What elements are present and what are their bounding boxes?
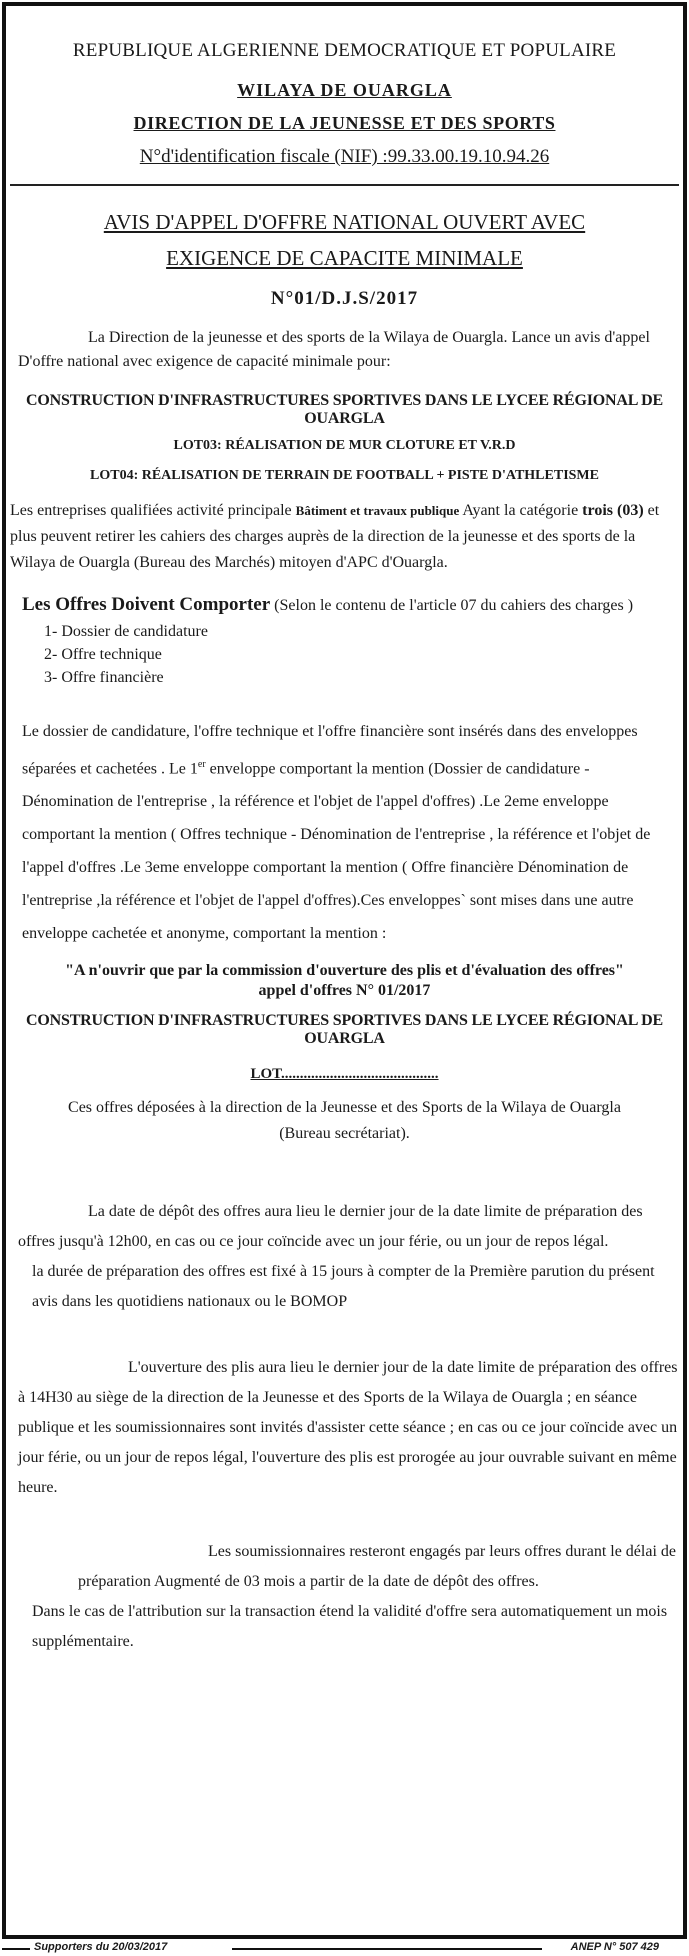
offers-title: Les Offres Doivent Comporter xyxy=(22,594,271,615)
eligibility-text-3: et plus peuvent retirer les cahiers des charges auprès de la direction de la jeunesse et des sports de la Wilaya de Ouargla (Bureau des Marchés) mitoyen d'APC d'Ouargla. xyxy=(10,502,660,571)
envelopes-text-a: Le dossier de candidature, l'offre technique et l'offre financière sont insérés dans des enveloppes séparées et cachetées . Le 1 xyxy=(22,723,638,778)
intro-paragraph: La Direction de la jeunesse et des sports de la Wilaya de Ouargla. Lance un avis d'appel D'offre national avec exigence de capacité minimale pour: xyxy=(18,329,650,370)
offers-note: (Selon le contenu de l'article 07 du cahiers des charges ) xyxy=(270,597,634,614)
mention-lot: LOT.......................................... xyxy=(250,1066,439,1083)
avis-title: AVIS D'APPEL D'OFFRE NATIONAL OUVERT AVEC EXIGENCE DE CAPACITE MINIMALE xyxy=(103,210,586,270)
nif-line: N°d'identification fiscale (NIF) :99.33.00.19.10.94.26 xyxy=(139,146,550,167)
project-title: CONSTRUCTION D'INFRASTRUCTURES SPORTIVES DANS LE LYCEE RÉGIONAL DE OUARGLA xyxy=(26,392,663,427)
envelopes-sup: er xyxy=(197,759,206,770)
validity-paragraph-1: Les soumissionnaires resteront engagés par leurs offres durant le délai de préparation Augmenté de 03 mois a partir de la date de dépôt des offres. xyxy=(78,1543,676,1591)
envelopes-paragraph xyxy=(22,715,679,950)
wilaya-heading: WILAYA DE OUARGLA xyxy=(237,80,452,100)
deposit-paragraph: Ces offres déposées à la direction de la Jeunesse et des Sports de la Wilaya de Ouargla (Bureau secrétariat). xyxy=(68,1099,621,1143)
direction-heading: DIRECTION DE LA JEUNESSE ET DES SPORTS xyxy=(133,113,556,133)
deadline-paragraph-1: La date de dépôt des offres aura lieu le dernier jour de la date limite de préparation des offres jusqu'à 12h00, en cas ou ce jour coïncide avec un jour férie, ou un jour de repos légal. xyxy=(18,1203,643,1251)
eligibility-category: trois (03) xyxy=(582,502,644,519)
lot-03: LOT03: RÉALISATION DE MUR CLOTURE ET V.R.D xyxy=(173,438,516,453)
eligibility-text-1: Les entreprises qualifiées activité principale xyxy=(10,502,296,519)
list-item: 3- Offre financière xyxy=(44,669,164,686)
offers-list xyxy=(44,620,679,689)
footer-anep-number: ANEP N° 507 429 xyxy=(570,1941,659,1953)
eligibility-activity: Bâtiment et travaux publique xyxy=(295,503,460,518)
republic-heading: REPUBLIQUE ALGERIENNE DEMOCRATIQUE ET POPULAIRE xyxy=(72,40,617,61)
footer-rule-left xyxy=(2,1948,30,1950)
eligibility-paragraph xyxy=(10,498,679,576)
spacer xyxy=(10,1317,679,1353)
footer-publication: Supporters du 20/03/2017 xyxy=(34,1941,168,1953)
eligibility-text-2: Ayant la catégorie xyxy=(459,502,583,519)
header-divider xyxy=(10,184,679,186)
footer-rule-middle xyxy=(232,1948,542,1950)
lot-04: LOT04: RÉALISATION DE TERRAIN DE FOOTBALL + PISTE D'ATHLETISME xyxy=(90,468,599,483)
envelopes-text-b: enveloppe comportant la mention (Dossier de candidature - Dénomination de l'entreprise , la référence et l'objet de l'appel d'offres) .Le 2eme enveloppe comportant la mention ( Offres technique - Dénomination de l'entreprise , la référence et l'objet de l'appel d'offres .Le 3eme enveloppe comportant la mention ( Offre financière Dénomination de l'entreprise ,la référence et l'objet de l'appel d'offres).Ces enveloppes` sont mises dans une autre enveloppe cachetée et anonyme, comportant la mention : xyxy=(22,760,651,943)
list-item: 2- Offre technique xyxy=(44,646,162,663)
mention-project: CONSTRUCTION D'INFRASTRUCTURES SPORTIVES DANS LE LYCEE RÉGIONAL DE OUARGLA xyxy=(26,1012,663,1048)
mention-quote: "A n'ouvrir que par la commission d'ouverture des plis et d'évaluation des offres" xyxy=(65,962,624,980)
opening-paragraph: L'ouverture des plis aura lieu le dernier jour de la date limite de préparation des offres à 14H30 au siège de la direction de la Jeunesse et des Sports de la Wilaya de Ouargla ; en séance publique et les soumissionnaires sont invités d'assister cette séance ; en cas ou ce jour coïncide avec un jour férie, ou un jour de repos légal, l'ouverture des plis est prorogée au jour ouvrable suivant en même heure. xyxy=(18,1359,678,1497)
list-item: 1- Dossier de candidature xyxy=(44,623,208,640)
avis-reference: N°01/D.J.S/2017 xyxy=(270,288,419,309)
deadline-paragraph-2: la durée de préparation des offres est fixé à 15 jours à compter de la Première parution du présent avis dans les quotidiens nationaux ou le BOMOP xyxy=(32,1263,655,1311)
validity-paragraph-2: Dans le cas de l'attribution sur la transaction étend la validité d'offre sera automatiquement un mois supplémentaire. xyxy=(32,1603,668,1651)
offers-heading xyxy=(22,594,679,616)
spacer xyxy=(10,1503,679,1537)
notice-content xyxy=(10,40,679,1657)
mention-appel: appel d'offres N° 01/2017 xyxy=(258,982,431,1000)
